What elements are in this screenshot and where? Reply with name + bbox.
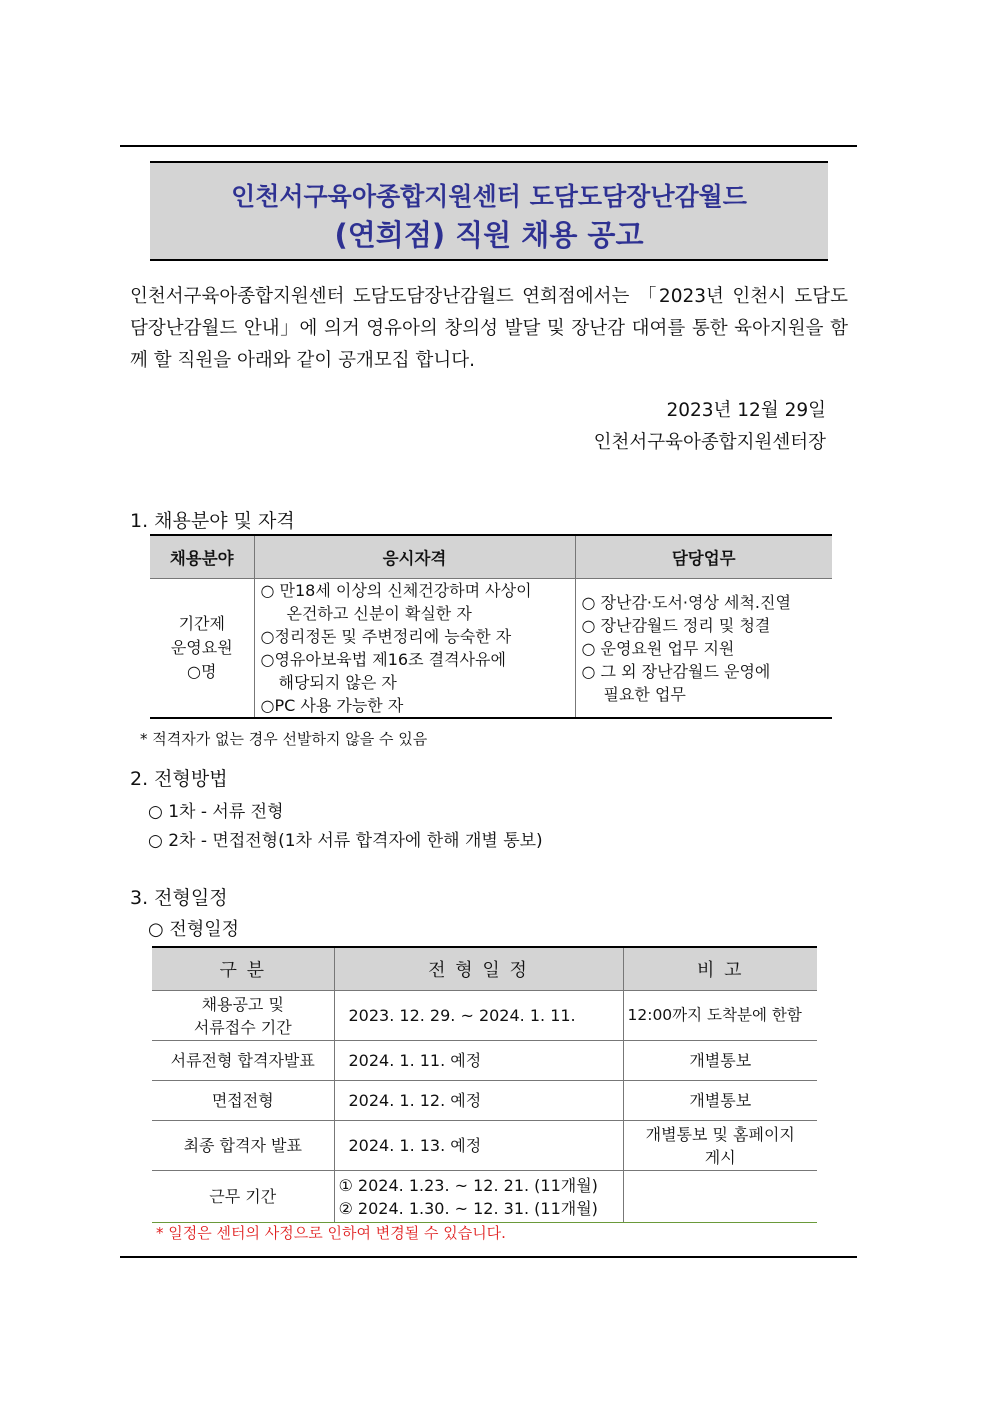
method-item: ○ 2차 - 면접전형(1차 서류 합격자에 한해 개별 통보) — [148, 831, 543, 851]
title-line-1: 인천서구육아종합지원센터 도담도담장난감월드 — [231, 182, 747, 211]
section-3-heading: 3. 전형일정 — [130, 887, 228, 909]
cell-line: ① 2024. 1.23. ~ 12. 21. (11개월) — [338, 1175, 598, 1195]
bottom-rule — [120, 1256, 857, 1258]
duty-item: 필요한 업무 — [603, 684, 686, 704]
method-item: ○ 1차 - 서류 전형 — [148, 802, 284, 822]
schedule-cell — [334, 1171, 623, 1223]
table-row — [152, 991, 817, 1041]
cell-line: 채용공고 및 — [201, 994, 284, 1014]
qualification-item: 온건하고 신분이 확실한 자 — [286, 604, 472, 623]
table-row — [152, 1081, 817, 1121]
schedule-note: * 일정은 센터의 사정으로 인하여 변경될 수 있습니다. — [156, 1224, 506, 1242]
section-3-subheading: ○ 전형일정 — [148, 919, 239, 940]
field-line: 운영요원 — [170, 638, 233, 657]
field-line: 기간제 — [178, 614, 225, 633]
qualification-item: ○영유아보육법 제16조 결격사유에 — [260, 650, 506, 669]
announcement-date: 2023년 12월 29일 — [666, 400, 826, 421]
note-cell — [623, 1171, 817, 1223]
note-cell: 개별통보 — [623, 1081, 817, 1121]
note-cell — [623, 1121, 817, 1171]
category-cell: 최종 합격자 발표 — [152, 1121, 334, 1171]
table-header: 채용분야 — [150, 535, 254, 579]
note-cell: 12:00까지 도착분에 한함 — [623, 991, 817, 1041]
table-row — [152, 1171, 817, 1223]
table-header: 비 고 — [623, 947, 817, 991]
cell-line: 게시 — [704, 1147, 736, 1167]
section-1-note: * 적격자가 없는 경우 선발하지 않을 수 있음 — [140, 730, 428, 748]
field-cell — [150, 579, 254, 719]
cell-line: 서류접수 기간 — [193, 1017, 292, 1037]
recruitment-table — [150, 534, 832, 719]
duties-cell — [575, 579, 832, 719]
top-rule — [120, 145, 857, 147]
cell-line: ② 2024. 1.30. ~ 12. 31. (11개월) — [338, 1198, 598, 1218]
category-cell — [152, 991, 334, 1041]
table-row — [152, 1041, 817, 1081]
field-line: ○명 — [187, 662, 217, 681]
table-header: 응시자격 — [254, 535, 575, 579]
note-cell: 개별통보 — [623, 1041, 817, 1081]
table-row — [152, 1121, 817, 1171]
title-line-2: (연희점) 직원 채용 공고 — [334, 218, 644, 252]
qualification-item: ○정리정돈 및 주변정리에 능숙한 자 — [260, 627, 512, 646]
schedule-cell: 2024. 1. 13. 예정 — [334, 1121, 623, 1171]
schedule-cell: 2023. 12. 29. ~ 2024. 1. 11. — [334, 991, 623, 1041]
qualification-item: ○ 만18세 이상의 신체건강하며 사상이 — [260, 581, 532, 600]
qualification-item: ○PC 사용 가능한 자 — [260, 696, 404, 715]
title-box — [150, 161, 828, 261]
table-header: 담당업무 — [575, 535, 832, 579]
qualifications-cell — [254, 579, 575, 719]
intro-paragraph: 인천서구육아종합지원센터 도담도담장난감월드 연희점에서는 「2023년 인천시 도담도담장난감월드 안내」에 의거 영유아의 창의성 발달 및 장난감 대여를 통한 육아지원을 함께 할 직원을 아래와 같이 공개모집 합니다. — [130, 286, 848, 371]
signature: 인천서구육아종합지원센터장 — [593, 432, 826, 453]
table-header: 전 형 일 정 — [334, 947, 623, 991]
duty-item: ○ 장난감·도서·영상 세척.진열 — [581, 592, 791, 612]
schedule-cell: 2024. 1. 11. 예정 — [334, 1041, 623, 1081]
section-2-heading: 2. 전형방법 — [130, 768, 228, 790]
section-1-heading: 1. 채용분야 및 자격 — [130, 510, 295, 532]
duty-item: ○ 그 외 장난감월드 운영에 — [581, 661, 771, 681]
schedule-table — [152, 946, 817, 1223]
qualification-item: 해당되지 않은 자 — [278, 673, 397, 692]
duty-item: ○ 장난감월드 정리 및 청결 — [581, 615, 771, 635]
category-cell: 근무 기간 — [152, 1171, 334, 1223]
table-header: 구 분 — [152, 947, 334, 991]
duty-item: ○ 운영요원 업무 지원 — [581, 638, 735, 658]
category-cell: 면접전형 — [152, 1081, 334, 1121]
category-cell: 서류전형 합격자발표 — [152, 1041, 334, 1081]
cell-line: 개별통보 및 홈페이지 — [645, 1124, 795, 1144]
schedule-cell: 2024. 1. 12. 예정 — [334, 1081, 623, 1121]
